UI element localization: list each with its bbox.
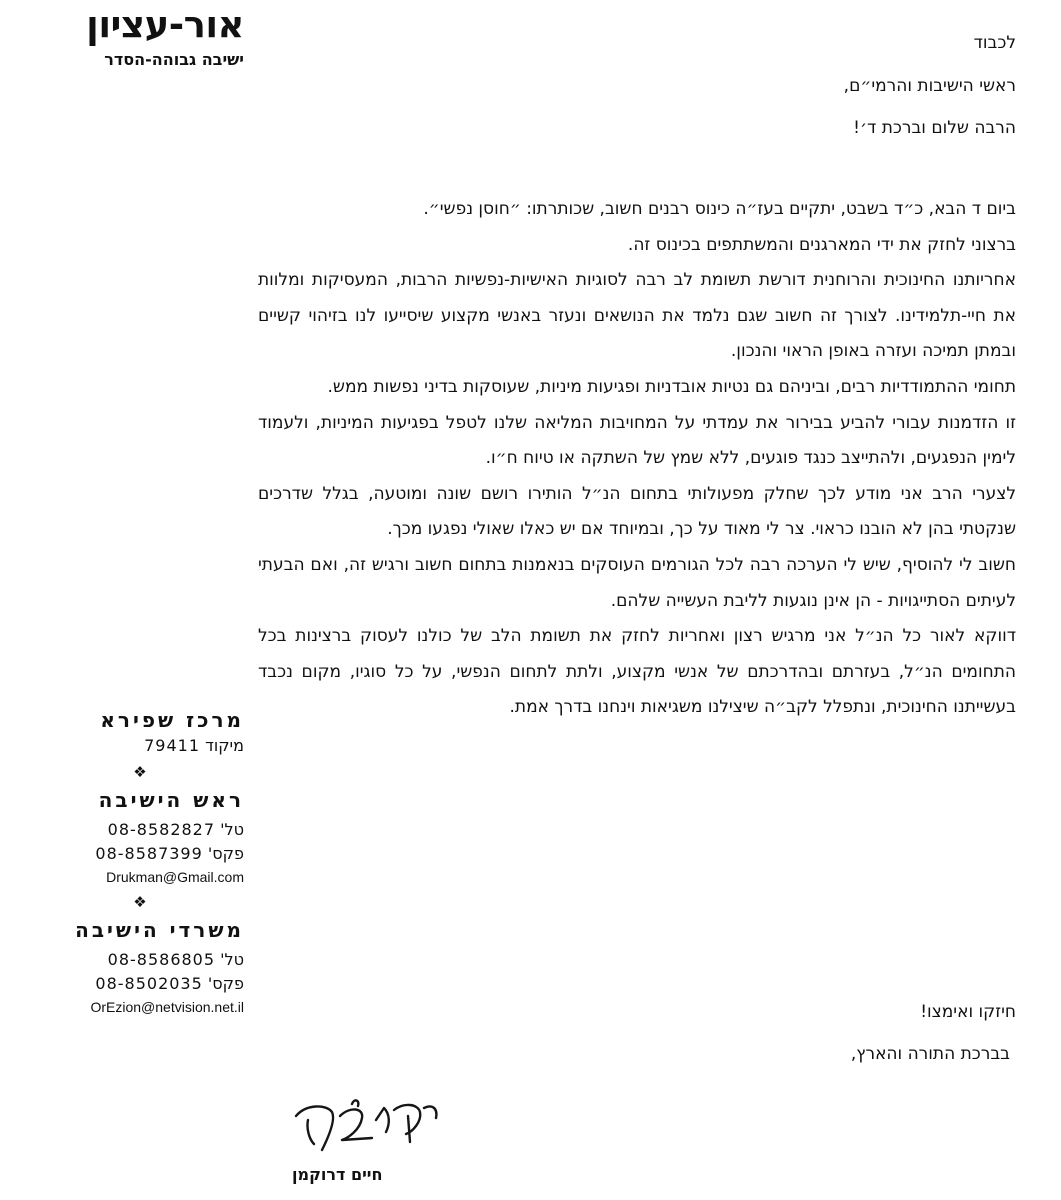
- paragraph: אחריותנו החינוכית והרוחנית דורשת תשומת לב רבה לסוגיות האישיות-נפשיות הרבות, המעסיקות ומלוות את חיי-תלמידינו. לצורך זה חשוב שגם נלמד את הנושאים ונעזר באנשי מקצוע שיסייעו לנו בזיהוי קשיים ובמתן תמיכה ועזרה באופן הראוי והנכון.: [258, 270, 1016, 362]
- paragraph: דווקא לאור כל הנ״ל אני מרגיש רצון ואחריות לחזק את תשומת הלב של כולנו לעסוק ברצינות בכל התחומים הנ״ל, בעזרתם ובהדרכתם של אנשי מקצוע, ולתת לתחום הנפשי, על כל סוגיו, מקום נכבד בעשייתנו החינוכית, ונתפלל לקב״ה שיצילנו משגיאות וינחנו בדרך אמת.: [258, 626, 1016, 718]
- contact-sidebar: [66, 706, 244, 1018]
- letter-paragraphs: [258, 192, 1016, 726]
- zip-line: [66, 734, 244, 758]
- zip-label: מיקוד: [205, 736, 244, 755]
- head-fax-number: 08-8587399: [95, 844, 203, 863]
- office-fax-number: 08-8502035: [95, 974, 203, 993]
- head-fax: [66, 842, 244, 866]
- regards: בברכת התורה והארץ,: [850, 1044, 1010, 1064]
- office-title: משרדי הישיבה: [75, 918, 244, 942]
- letterhead: [54, 0, 244, 69]
- office-tel-number: 08-8586805: [107, 950, 216, 969]
- separator-icon: ❖: [133, 763, 147, 781]
- head-tel: [66, 818, 244, 842]
- separator-icon: ❖: [133, 893, 147, 911]
- paragraph: חשוב לי להוסיף, שיש לי הערכה רבה לכל הגורמים העוסקים בנאמנות בתחום חשוב ורגיש זה, ואם הבעתי לעיתים הסתייגויות - הן אינן נוגעות לליבת העשייה שלהם.: [258, 554, 1016, 611]
- office-email: OrEzion@netvision.net.il: [90, 999, 244, 1015]
- head-fax-label: פקס': [207, 844, 244, 863]
- paragraph: ביום ד הבא, כ״ד בשבט, יתקיים בעז״ה כינוס רבנים חשוב, שכותרתו: ״חוסן נפשי״.: [423, 199, 1016, 219]
- head-email: Drukman@Gmail.com: [106, 869, 244, 885]
- salutation-line: ראשי הישיבות והרמי״ם,: [843, 76, 1016, 96]
- head-tel-label: טל': [220, 820, 244, 839]
- head-title: ראש הישיבה: [98, 788, 244, 812]
- closing: חיזקו ואימצו!: [920, 1002, 1016, 1022]
- signer-name: חיים דרוקמן: [292, 1165, 383, 1184]
- head-tel-number: 08-8582827: [107, 820, 216, 839]
- office-tel-label: טל': [220, 950, 244, 969]
- paragraph: תחומי ההתמודדיות רבים, וביניהם גם נטיות אובדניות ופגיעות מיניות, שעוסקות בדיני נפשות ממש.: [327, 376, 1016, 397]
- paragraph: ברצוני לחזק את ידי המארגנים והמשתתפים בכינוס זה.: [627, 234, 1016, 255]
- paragraph: לצערי הרב אני מודע לכך שחלק מפעולותי בתחום הנ״ל הותירו רושם שונה ומוטעה, בגלל שדרכים שנקטתי בהן לא הובנו כראוי. צר לי מאוד על כך, ובמיוחד אם יש כאלו שאולי נפגעו מכך.: [258, 483, 1016, 540]
- office-fax: [66, 972, 244, 996]
- salutation-line: לכבוד: [973, 33, 1016, 53]
- zip-code: 79411: [144, 736, 201, 755]
- office-fax-label: פקס': [207, 974, 244, 993]
- handwritten-signature: [292, 1094, 442, 1156]
- salutation-line: הרבה שלום וברכת ד׳!: [853, 118, 1016, 138]
- paragraph: זו הזדמנות עבורי להביע בבירור את עמדתי על המחויבות המליאה שלנו לטפל בפגיעות המיניות, ולעמוד לימין הנפגעים, ולהתייצב כנגד פוגעים, ללא שמץ של השתקה או טיוח ח״ו.: [258, 412, 1016, 469]
- yeshiva-name: אור-עציון: [86, 3, 244, 46]
- yeshiva-subtitle: ישיבה גבוהה-הסדר: [104, 50, 244, 69]
- office-tel: [66, 948, 244, 972]
- center-name: מרכז שפירא: [100, 708, 244, 732]
